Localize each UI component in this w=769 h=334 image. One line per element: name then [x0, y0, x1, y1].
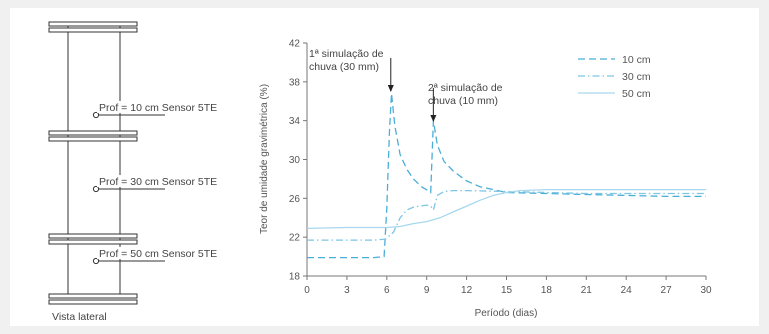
sensor-dot-1	[93, 112, 98, 117]
y-axis-label: Teor de umidade gravimétrica (%)	[259, 83, 270, 235]
legend-label-2: 30 cm	[622, 71, 651, 83]
sensor-label-2: Prof = 30 cm Sensor 5TE	[99, 176, 218, 188]
sensor-dot-2	[93, 186, 98, 191]
x-tick-label: 0	[304, 285, 310, 296]
annotations	[309, 48, 503, 122]
x-ticks	[304, 276, 712, 296]
legend-label-3: 50 cm	[622, 88, 651, 100]
annotation-arrowhead-2	[430, 115, 436, 122]
x-tick-label: 27	[660, 285, 672, 296]
sensor-label-3: Prof = 50 cm Sensor 5TE	[99, 248, 218, 260]
annotation-2-line-2: chuva (10 mm)	[428, 95, 499, 107]
legend-label-1: 10 cm	[622, 54, 651, 66]
annotation-1-line-1: 1ª simulação de	[309, 48, 384, 60]
annotation-arrowhead-1	[388, 85, 394, 92]
x-tick-label: 30	[700, 285, 712, 296]
x-tick-label: 15	[500, 285, 513, 296]
annotation-1-line-2: chuva (30 mm)	[309, 61, 380, 73]
figure-svg	[10, 8, 759, 326]
line-chart	[259, 39, 712, 320]
y-tick-label: 34	[288, 116, 300, 128]
y-tick-label: 18	[288, 271, 300, 283]
annotation-2-line-1: 2ª simulação de	[428, 82, 503, 94]
plate-2b	[49, 240, 137, 244]
series-line-1	[307, 94, 706, 258]
series-line-2	[307, 191, 706, 241]
y-tick-label: 30	[288, 155, 300, 166]
x-tick-label: 12	[461, 285, 473, 296]
diagram-caption: Vista lateral	[52, 311, 107, 323]
plate-2	[49, 234, 137, 238]
legend	[578, 54, 651, 100]
x-tick-label: 18	[540, 285, 552, 296]
x-tick-label: 24	[620, 285, 632, 296]
figure-panel	[10, 8, 759, 326]
plate-bottom-2	[49, 300, 137, 304]
y-tick-label: 26	[288, 193, 300, 205]
plate-top	[49, 22, 137, 26]
x-tick-label: 9	[423, 285, 430, 296]
x-tick-label: 21	[580, 285, 592, 296]
sensor-dot-3	[93, 258, 98, 263]
plate-bottom	[49, 294, 137, 298]
sensor-diagram	[49, 22, 165, 304]
y-tick-label: 38	[288, 77, 300, 89]
x-tick-label: 3	[344, 285, 350, 296]
x-tick-label: 6	[384, 285, 390, 296]
y-tick-label: 42	[288, 38, 300, 50]
plate-top-2	[49, 28, 137, 32]
plate-1	[49, 131, 137, 135]
y-tick-label: 22	[288, 232, 300, 244]
x-axis-label: Período (dias)	[474, 308, 538, 319]
sensor-label-1: Prof = 10 cm Sensor 5TE	[99, 102, 218, 114]
plate-1b	[49, 137, 137, 141]
y-ticks	[289, 39, 307, 283]
series-layer	[307, 94, 706, 258]
